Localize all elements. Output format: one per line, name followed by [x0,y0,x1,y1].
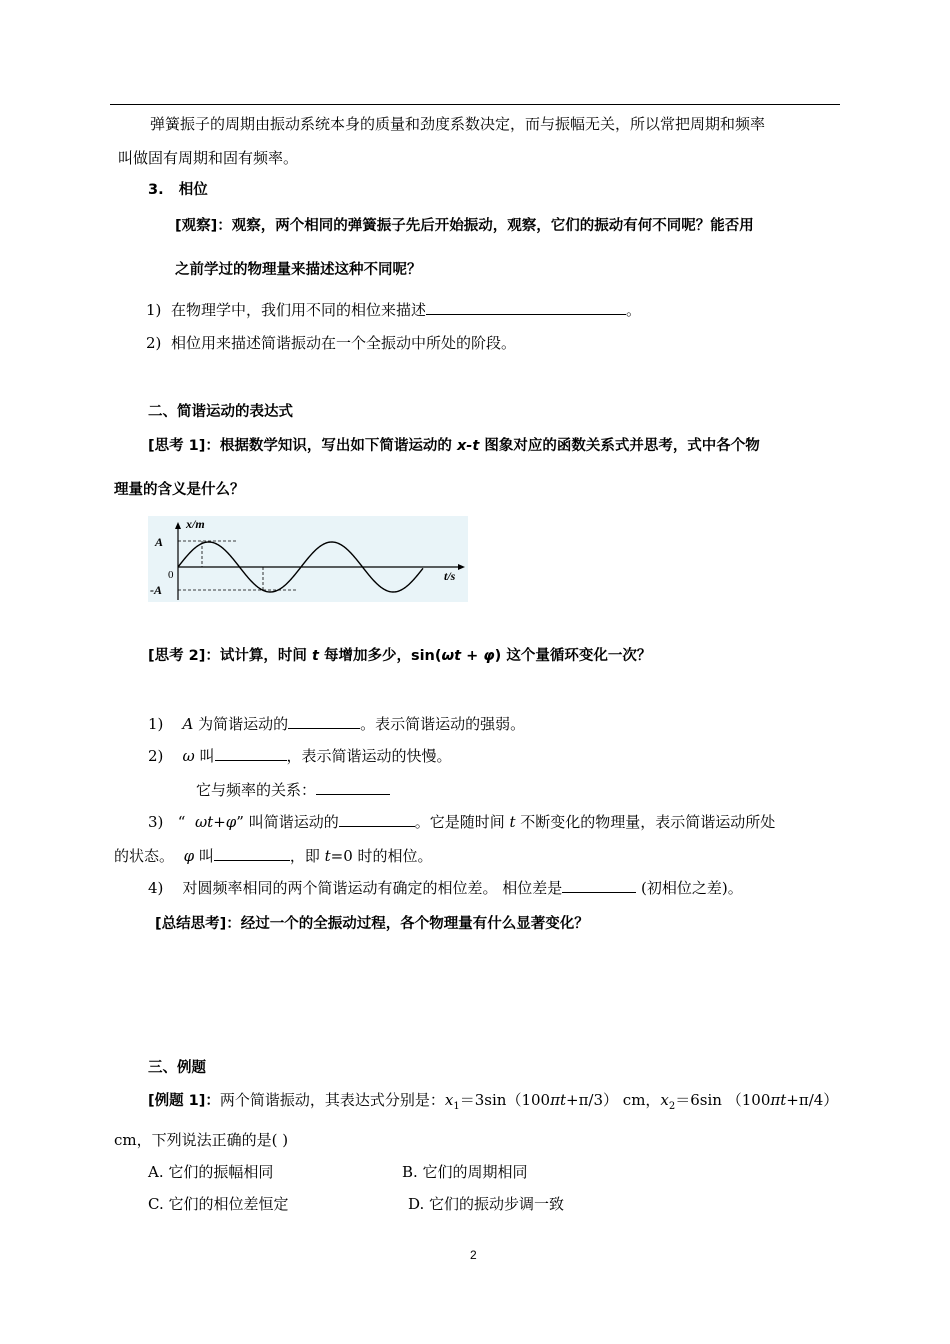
think1-text: 图象对应的函数关系式并思考，式中各个物 [479,438,760,454]
sine-graph-svg [148,516,468,602]
think2-text: 试计算，时间 [219,648,312,664]
q1-text: 为简谐运动的 [193,715,289,733]
option-b[interactable]: B. 它们的周期相同 [402,1163,528,1181]
x1-subscript: 1 [453,1101,460,1112]
think1-text: 根据数学知识，写出如下简谐运动的 [219,438,457,454]
item-text: 在物理学中，我们用不同的相位来描述 [170,301,426,319]
phase-number: 3. [148,182,164,198]
item-text: 相位用来描述简谐振动在一个全振动中所处的阶段。 [170,334,516,352]
question4 [148,878,743,898]
observe-label: [观察]： [175,218,232,234]
header-rule [110,104,840,105]
answer-blank[interactable] [214,846,290,861]
example-text: +π/3） cm， [566,1091,661,1109]
item-end: 。 [625,301,641,319]
section2-title: 二、简谐运动的表达式 [148,404,293,420]
item-number: 1) [146,301,162,319]
sine-graph [148,516,468,602]
example1-line1 [148,1090,838,1117]
q2-sub-text: 它与频率的关系： [196,781,317,799]
example-text: 两个简谐振动，其表达式分别是： [219,1091,445,1109]
q4-text: 对圆频率相同的两个简谐运动有确定的相位差。 相位差是 [182,879,563,897]
phase-expression: ωt + φ [441,648,495,664]
q3-text: 。它是随时间 [414,813,510,831]
item-number: 2) [148,747,164,765]
q3-text: =0 时的相位。 [330,847,433,865]
phase-item2 [146,333,516,353]
amplitude-label: A [155,535,164,549]
phase-expression: ωt+φ [194,813,237,831]
phase-heading [148,180,208,200]
answer-blank[interactable] [426,300,626,315]
question3-line1 [148,812,775,832]
amplitude-var: A [182,715,194,733]
observe-line1 [175,216,754,236]
omega-var: ω [182,747,195,765]
pi-t: πt [770,1091,787,1109]
x2-subscript: 2 [668,1101,676,1112]
t-variable: t [311,648,319,664]
q3-text: “ [177,813,186,831]
answer-blank[interactable] [215,746,287,761]
observe-text: 观察，两个相同的弹簧振子先后开始振动，观察，它们的振动有何不同呢？能否用 [231,218,754,234]
item-number: 2) [146,334,162,352]
option-a[interactable]: A. 它们的振幅相同 [148,1163,274,1181]
spring-para-line2: 叫做固有周期和固有频率。 [118,149,299,167]
q3-text: 叫 [194,847,214,865]
t-variable: t [324,847,331,865]
observe-line2: 之前学过的物理量来描述这种不同呢？ [175,262,422,278]
x-axis-label: t/s [444,569,456,583]
item-number: 1) [148,715,164,733]
q2-text: ，表示简谐运动的快慢。 [286,747,452,765]
t-variable: t [509,813,516,831]
q2-text: 叫 [194,747,215,765]
y-axis-arrow [175,522,181,529]
think2-text: 每增加多少，sin( [318,648,442,664]
pi-t: πt [550,1091,566,1109]
q3-text: 的状态。 [114,847,179,865]
x2-var: x [660,1091,669,1109]
example1-line2: cm，下列说法正确的是( ) [114,1131,289,1149]
phase-item1 [146,300,641,320]
example-text: ＝3sin（100 [459,1091,551,1109]
spring-para-line1: 弹簧振子的周期由振动系统本身的质量和劲度系数决定，而与振幅无关，所以常把周期和频率 [150,115,766,133]
example-text: +π/4） [786,1091,839,1109]
q4-text: (初相位之差)。 [636,879,743,897]
option-d[interactable]: D. 它们的振动步调一致 [408,1195,565,1213]
summary-question: [总结思考]：经过一个的全振动过程，各个物理量有什么显著变化？ [155,916,589,932]
think2-label: [思考 2]： [148,648,220,664]
option-c[interactable]: C. 它们的相位差恒定 [148,1195,289,1213]
answer-blank[interactable] [288,714,360,729]
phase-title: 相位 [178,182,208,198]
question2-sub [196,780,390,800]
example-text: ＝6sin （100 [675,1091,771,1109]
answer-blank[interactable] [562,878,636,893]
think2-text: ) 这个量循环变化一次？ [494,648,652,664]
think1-line1 [148,436,760,456]
neg-amplitude-label: -A [150,583,162,597]
q3-text: 不断变化的物理量，表示简谐运动所处 [515,813,776,831]
phi-var: φ [183,847,195,865]
x1-var: x [444,1091,454,1109]
question2 [148,746,452,766]
question3-line2 [114,846,433,866]
origin-label: 0 [168,569,174,581]
x-axis-arrow [458,564,465,570]
example-label: [例题 1]： [148,1093,220,1109]
q3-text: ” 叫简谐运动的 [236,813,339,831]
answer-blank[interactable] [316,780,390,795]
xt-variable: x-t [456,438,480,454]
answer-blank[interactable] [339,812,415,827]
q3-text: ，即 [289,847,325,865]
page-number: 2 [470,1248,477,1262]
think1-line2: 理量的含义是什么？ [114,482,245,498]
think1-label: [思考 1]： [148,438,220,454]
question1 [148,714,525,734]
item-number: 3) [148,813,164,831]
think2-line [148,646,651,666]
q1-text: 。表示简谐运动的强弱。 [360,715,526,733]
section3-title: 三、例题 [148,1060,206,1076]
y-axis-label: x/m [186,517,205,531]
item-number: 4) [148,879,164,897]
